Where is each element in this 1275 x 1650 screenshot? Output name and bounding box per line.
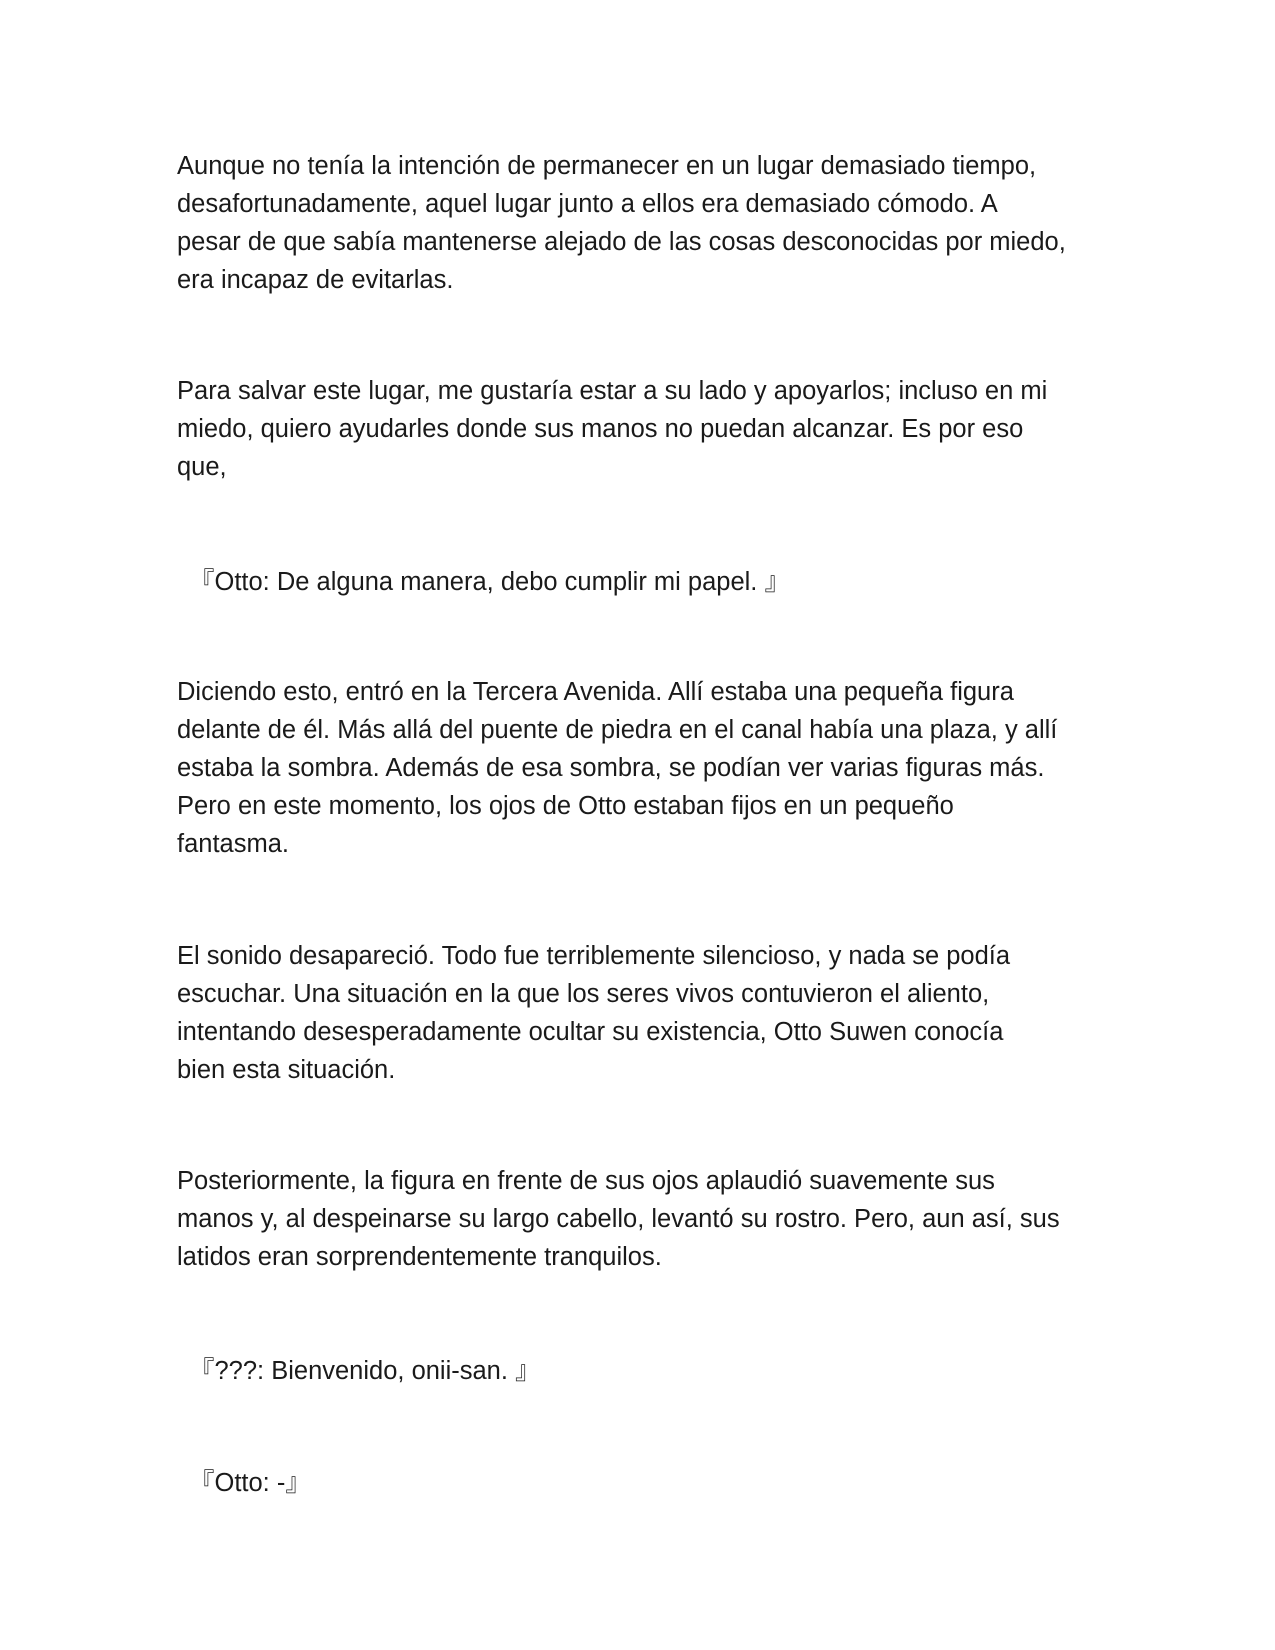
- dialogue-line-otto: 『Otto: -』: [189, 1469, 311, 1497]
- paragraph-narration: Diciendo esto, entró en la Tercera Avenida. Allí estaba una pequeña figura delante de él. Más allá del puente de piedra en el canal había una plaza, y allí estaba la sombra. Además de esa sombra, se podían ver varias figuras más. Pero en este momento, los ojos de Otto estaban fijos en un pequeño fantasma.: [177, 678, 1058, 858]
- paragraph-narration: Aunque no tenía la intención de permanecer en un lugar demasiado tiempo, desafortunadamente, aquel lugar junto a ellos era demasiado cómodo. A pesar de que sabía mantenerse alejado de las cosas desconocidas por miedo, era incapaz de evitarlas.: [177, 152, 1066, 294]
- dialogue-line-otto: 『Otto: De alguna manera, debo cumplir mi papel. 』: [189, 568, 790, 596]
- paragraph-narration: El sonido desapareció. Todo fue terriblemente silencioso, y nada se podía escuchar. Una situación en la que los seres vivos contuvieron el aliento, intentando desesperadamente ocultar su existencia, Otto Suwen conocía bien esta situación.: [177, 942, 1011, 1084]
- paragraph-narration: Posteriormente, la figura en frente de sus ojos aplaudió suavemente sus manos y, al despeinarse su largo cabello, levantó su rostro. Pero, aun así, sus latidos eran sorprendentemente tranquilos.: [177, 1167, 1060, 1271]
- dialogue-line-unknown: 『???: Bienvenido, onii-san. 』: [189, 1357, 541, 1385]
- paragraph-narration: Para salvar este lugar, me gustaría estar a su lado y apoyarlos; incluso en mi miedo, quiero ayudarles donde sus manos no puedan alcanzar. Es por eso que,: [177, 377, 1048, 481]
